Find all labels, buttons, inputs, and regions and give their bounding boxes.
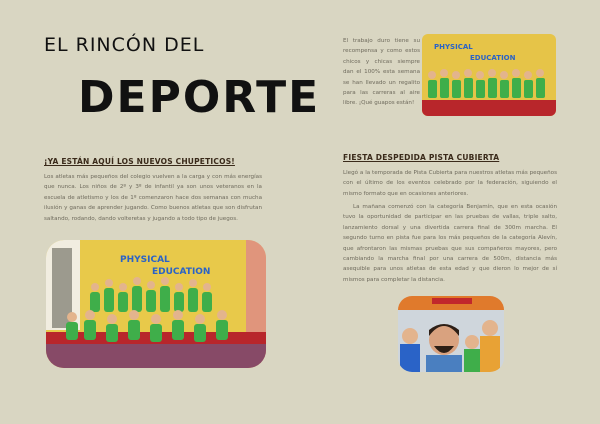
left-article-body: Los atletas más pequeños del colegio vuelven a la carga y con más energías que nunca. Los niños de 2º y 3º de infantil ya son unos veteranos en la escuela de atletismo y los de 1º comenzaron hace dos semanas con mucha ilusión y ganas de aprender jugando. Como buenos atletas que son disfrutan saltando, rodando, dando volteretas y jugando a todo tipo de juegos. xyxy=(44,174,262,222)
banner-text-line1-small: PHYSICAL xyxy=(434,43,473,51)
kids-selfie-photo xyxy=(398,296,504,372)
right-article-body-1: Llegó a la temporada de Pista Cubierta para nuestros atletas más pequeños con el último de los eventos celebrado por la federación, siguiendo el mismo formato que en ocasiones anteriores. xyxy=(343,170,557,197)
banner-text-line2: EDUCATION xyxy=(152,267,211,277)
right-article-heading: FIESTA DESPEDIDA PISTA CUBIERTA xyxy=(343,153,500,162)
banner-text-line2-small: EDUCATION xyxy=(470,54,516,62)
kids-group-photo xyxy=(46,240,266,368)
kids-gift-photo xyxy=(422,34,556,116)
right-intro-text: El trabajo duro tiene su recompensa y como estos chicos y chicas siempre dan el 100% esta semana se han llevado un regalito para las carreras al aire libre. ¡Qué guapos están! xyxy=(343,38,420,107)
section-title-top: EL RINCÓN DEL xyxy=(44,34,205,56)
left-article-heading: ¡YA ESTÁN AQUÍ LOS NUEVOS CHUPETICOS! xyxy=(44,157,235,166)
right-article-body-2: La mañana comenzó con la categoría Benjamín, que en esta ocasión tuvo la oportunidad de participar en las pruebas de vallas, triple salto, lanzamiento dorsal y una divertida carrera final de 300m marcha. El segundo turno en pista fue para los más pequeños de la categoría Alevín, que afrontaron las mismas pruebas que sus compañeros mayores, pero cambiando la marcha final por una carrera de 500m, distancia más asequible para unos atletas de esta edad y que dieron lo mejor de sí mismos para completar la distancia. xyxy=(343,204,557,283)
banner-text-line1: PHYSICAL xyxy=(120,255,170,265)
section-title-main: DEPORTE xyxy=(78,72,321,123)
